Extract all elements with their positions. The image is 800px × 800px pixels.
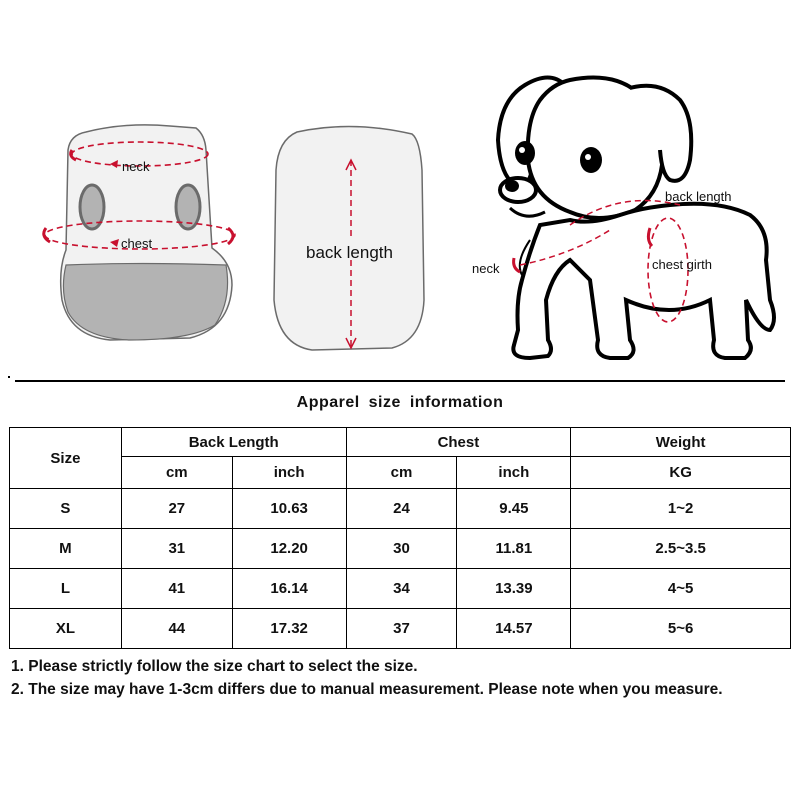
- cell-chest-cm: 24: [346, 489, 457, 529]
- back-length-label: back length: [306, 243, 393, 262]
- dog-diagram: [470, 0, 790, 380]
- cell-size: M: [10, 529, 122, 569]
- notes: [11, 655, 791, 701]
- table-row: [10, 529, 791, 569]
- cell-back-cm: 44: [121, 609, 232, 649]
- garment-front-diagram: [0, 0, 260, 380]
- cell-weight: 2.5~3.5: [571, 529, 791, 569]
- cell-size: L: [10, 569, 122, 609]
- cell-back-inch: 12.20: [232, 529, 346, 569]
- dog-back-length-label: back length: [665, 189, 732, 204]
- illustration-area: [0, 0, 800, 380]
- cell-weight: 5~6: [571, 609, 791, 649]
- dog-chest-girth-label: chest girth: [652, 257, 712, 272]
- note-1: 1. Please strictly follow the size chart to select the size.: [11, 658, 418, 675]
- cell-chest-inch: 14.57: [457, 609, 571, 649]
- cell-back-cm: 27: [121, 489, 232, 529]
- header-chest: Chest: [346, 428, 571, 457]
- cell-chest-cm: 34: [346, 569, 457, 609]
- header-size: Size: [10, 428, 122, 489]
- cell-chest-inch: 13.39: [457, 569, 571, 609]
- cell-chest-inch: 11.81: [457, 529, 571, 569]
- cell-chest-cm: 37: [346, 609, 457, 649]
- cell-back-inch: 17.32: [232, 609, 346, 649]
- header-back-inch: inch: [232, 457, 346, 489]
- header-weight-kg: KG: [571, 457, 791, 489]
- cell-weight: 1~2: [571, 489, 791, 529]
- table-row: [10, 609, 791, 649]
- header-back-length: Back Length: [121, 428, 346, 457]
- table-title: Apparel size information: [296, 394, 504, 411]
- table-row: [10, 489, 791, 529]
- cell-back-inch: 16.14: [232, 569, 346, 609]
- cell-size: XL: [10, 609, 122, 649]
- cell-chest-cm: 30: [346, 529, 457, 569]
- garment-back-diagram: [262, 0, 442, 380]
- table-row: [10, 569, 791, 609]
- cell-back-cm: 31: [121, 529, 232, 569]
- front-neck-label: neck: [122, 159, 150, 174]
- cell-weight: 4~5: [571, 569, 791, 609]
- cell-back-cm: 41: [121, 569, 232, 609]
- header-weight: Weight: [571, 428, 791, 457]
- cell-back-inch: 10.63: [232, 489, 346, 529]
- size-table: [9, 427, 791, 649]
- note-2: 2. The size may have 1-3cm differs due to manual measurement. Please note when you measure.: [11, 681, 723, 698]
- header-chest-inch: inch: [457, 457, 571, 489]
- cell-size: S: [10, 489, 122, 529]
- cell-chest-inch: 9.45: [457, 489, 571, 529]
- dog-neck-label: neck: [472, 261, 500, 276]
- section-divider: [15, 380, 785, 382]
- decorative-dot: [8, 376, 10, 378]
- front-chest-label: chest: [121, 236, 153, 251]
- header-chest-cm: cm: [346, 457, 457, 489]
- header-back-cm: cm: [121, 457, 232, 489]
